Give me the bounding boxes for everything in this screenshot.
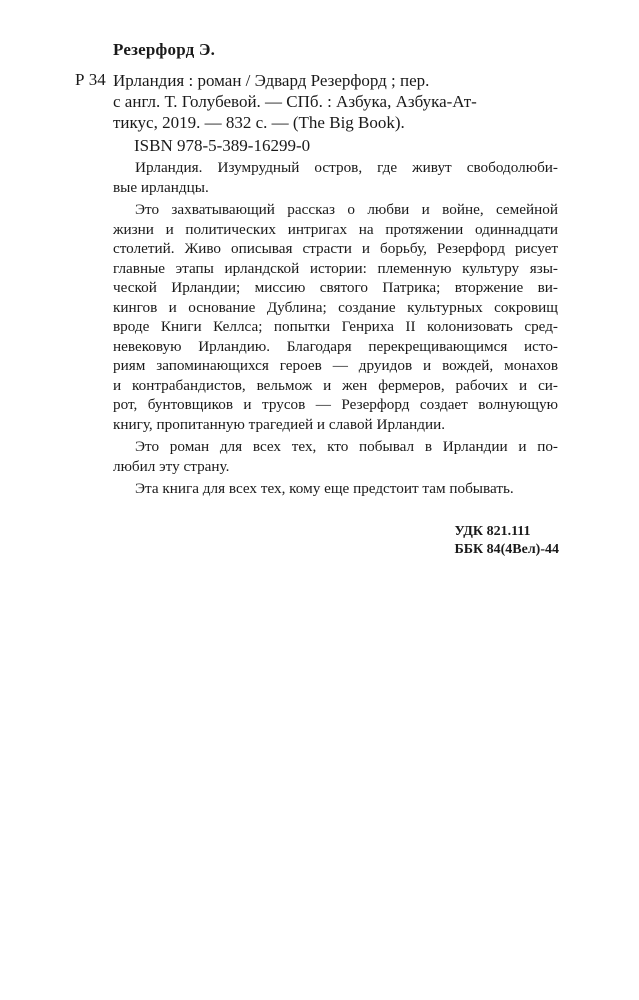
annotation-line: столетий. Живо описывая страсти и борьбу, Резерфорд рисует bbox=[113, 240, 558, 257]
annotation-line: Это роман для всех тех, кто побывал в Ирландии и по- bbox=[135, 438, 558, 455]
annotation-line: любил эту страну. bbox=[113, 457, 230, 475]
bib-line: тикус, 2019. — 832 с. — (The Big Book). bbox=[113, 113, 405, 132]
annotation-line: риям запоминающихся героев — друидов и вождей, монахов bbox=[113, 357, 558, 374]
annotation bbox=[113, 158, 558, 499]
annotation-line: главные этапы ирландской истории: племенную культуру язы- bbox=[113, 259, 558, 277]
annotation-line: вые ирландцы. bbox=[113, 178, 209, 196]
classification-block bbox=[454, 523, 559, 559]
annotation-line: Это захватывающий рассказ о любви и войне, семейной bbox=[135, 201, 558, 218]
annotation-line: жизни и политических интригах на протяжении одиннадцати bbox=[113, 220, 558, 238]
annotation-line: и контрабандистов, вельмож и жен фермеров, рабочих и си- bbox=[113, 376, 558, 394]
author-heading: Резерфорд Э. bbox=[113, 40, 216, 59]
isbn: ISBN 978-5-389-16299-0 bbox=[134, 136, 311, 155]
author-code: Р 34 bbox=[75, 70, 106, 89]
annotation-line: невековую Ирландию. Благодаря перекрещивающимся исто- bbox=[113, 337, 558, 355]
annotation-line: книгу, пропитанную трагедией и славой Ирландии. bbox=[113, 415, 446, 433]
annotation-line: ческой Ирландии; миссию святого Патрика; вторжение ви- bbox=[113, 279, 558, 296]
annotation-line: Ирландия. Изумрудный остров, где живут свободолюби- bbox=[135, 159, 558, 176]
udk-code: УДК 821.111 bbox=[454, 524, 531, 539]
annotation-line: Эта книга для всех тех, кому еще предстоит там побывать. bbox=[135, 480, 514, 497]
bib-line: Ирландия : роман / Эдвард Резерфорд ; пер. bbox=[113, 71, 430, 90]
annotation-line: вроде Книги Келлса; попытки Генриха II колонизовать сред- bbox=[113, 318, 558, 335]
bbk-code: ББК 84(4Вел)-44 bbox=[454, 542, 559, 557]
bibliographic-description bbox=[113, 70, 559, 133]
annotation-line: кингов и основание Дублина; создание культурных сокровищ bbox=[113, 298, 558, 316]
bib-line: с англ. Т. Голубевой. — СПб. : Азбука, Азбука-Ат- bbox=[113, 92, 477, 111]
annotation-line: рот, бунтовщиков и трусов — Резерфорд создает волнующую bbox=[113, 396, 558, 413]
